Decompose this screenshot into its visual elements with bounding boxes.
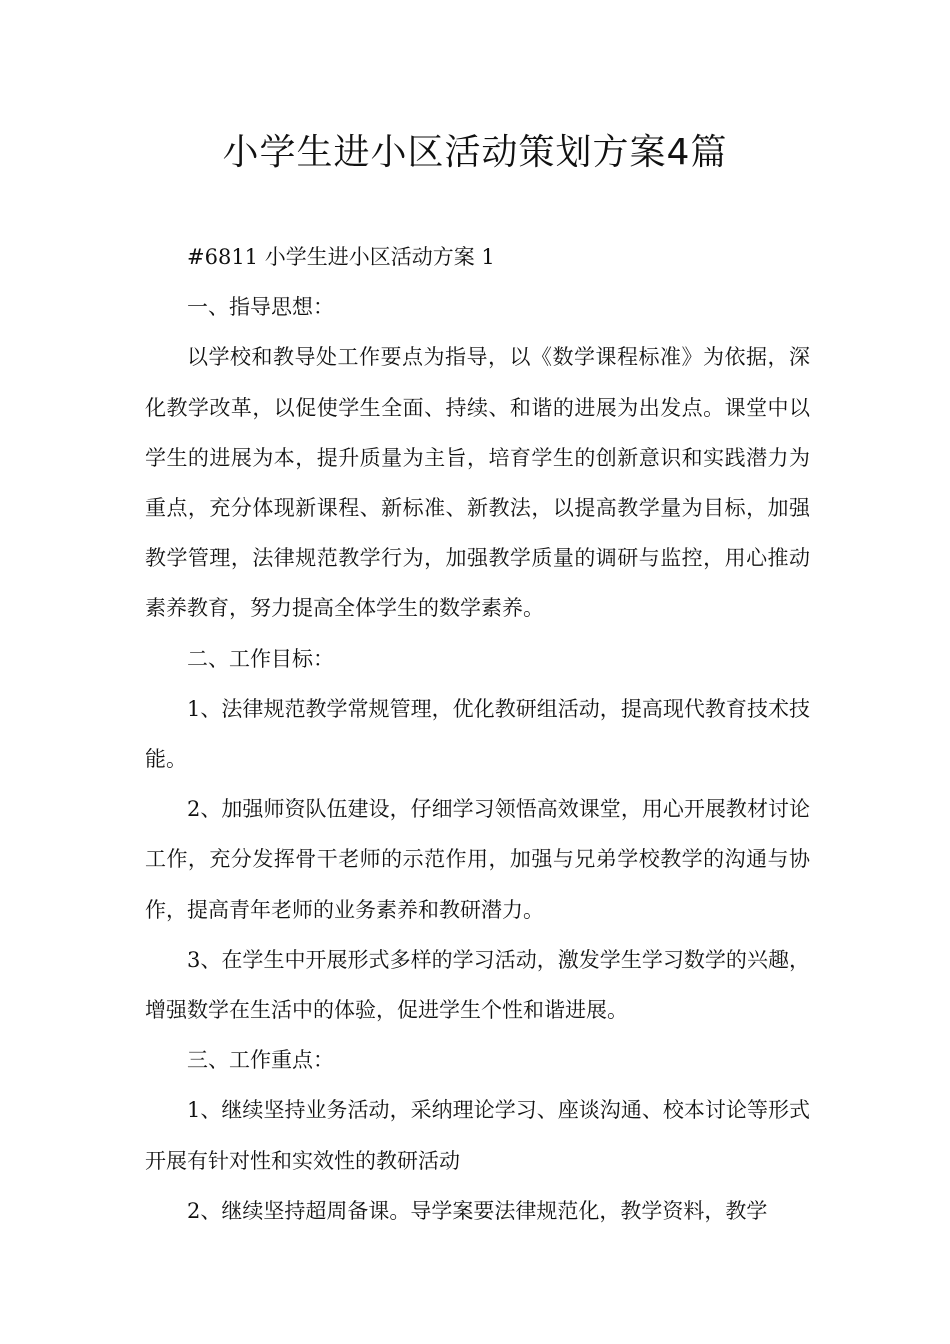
paragraph-focus-1: 1、继续坚持业务活动，采纳理论学习、座谈沟通、校本讨论等形式开展有针对性和实效性的教研活动 [145,1098,810,1173]
section-heading-work-focus: 三、工作重点： [187,1048,334,1073]
section-heading-work-goals: 二、工作目标： [187,646,334,671]
section-heading-plan-1: #6811 小学生进小区活动方案 1 [187,245,495,269]
document-title: 小学生进小区活动策划方案4篇 [222,132,728,173]
section-heading-guiding-thought: 一、指导思想： [187,295,334,320]
paragraph-goal-1: 1、法律规范教学常规管理，优化教研组活动，提高现代教育技术技能。 [145,696,810,772]
paragraph-focus-2: 2、继续坚持超周备课。导学案要法律规范化，教学资料，教学 [187,1198,768,1223]
paragraph-guiding-thought: 以学校和教导处工作要点为指导，以《数学课程标准》为依据，深化教学改革，以促使学生全面、持续、和谐的进展为出发点。课堂中以学生的进展为本，提升质量为主旨，培育学生的创新意识和实践潜力为重点，充分体现新课程、新标准、新教法，以提高教学量为目标，加强教学管理，法律规范教学行为，加强教学质量的调研与监控，用心推动素养教育，努力提高全体学生的数学素养。 [145,345,810,621]
paragraph-goal-3: 3、在学生中开展形式多样的学习活动，激发学生学习数学的兴趣，增强数学在生活中的体验，促进学生个性和谐进展。 [145,947,810,1023]
paragraph-goal-2: 2、加强师资队伍建设，仔细学习领悟高效课堂，用心开展教材讨论工作，充分发挥骨干老师的示范作用，加强与兄弟学校教学的沟通与协作，提高青年老师的业务素养和教研潜力。 [145,797,810,922]
document-body [145,232,810,1236]
